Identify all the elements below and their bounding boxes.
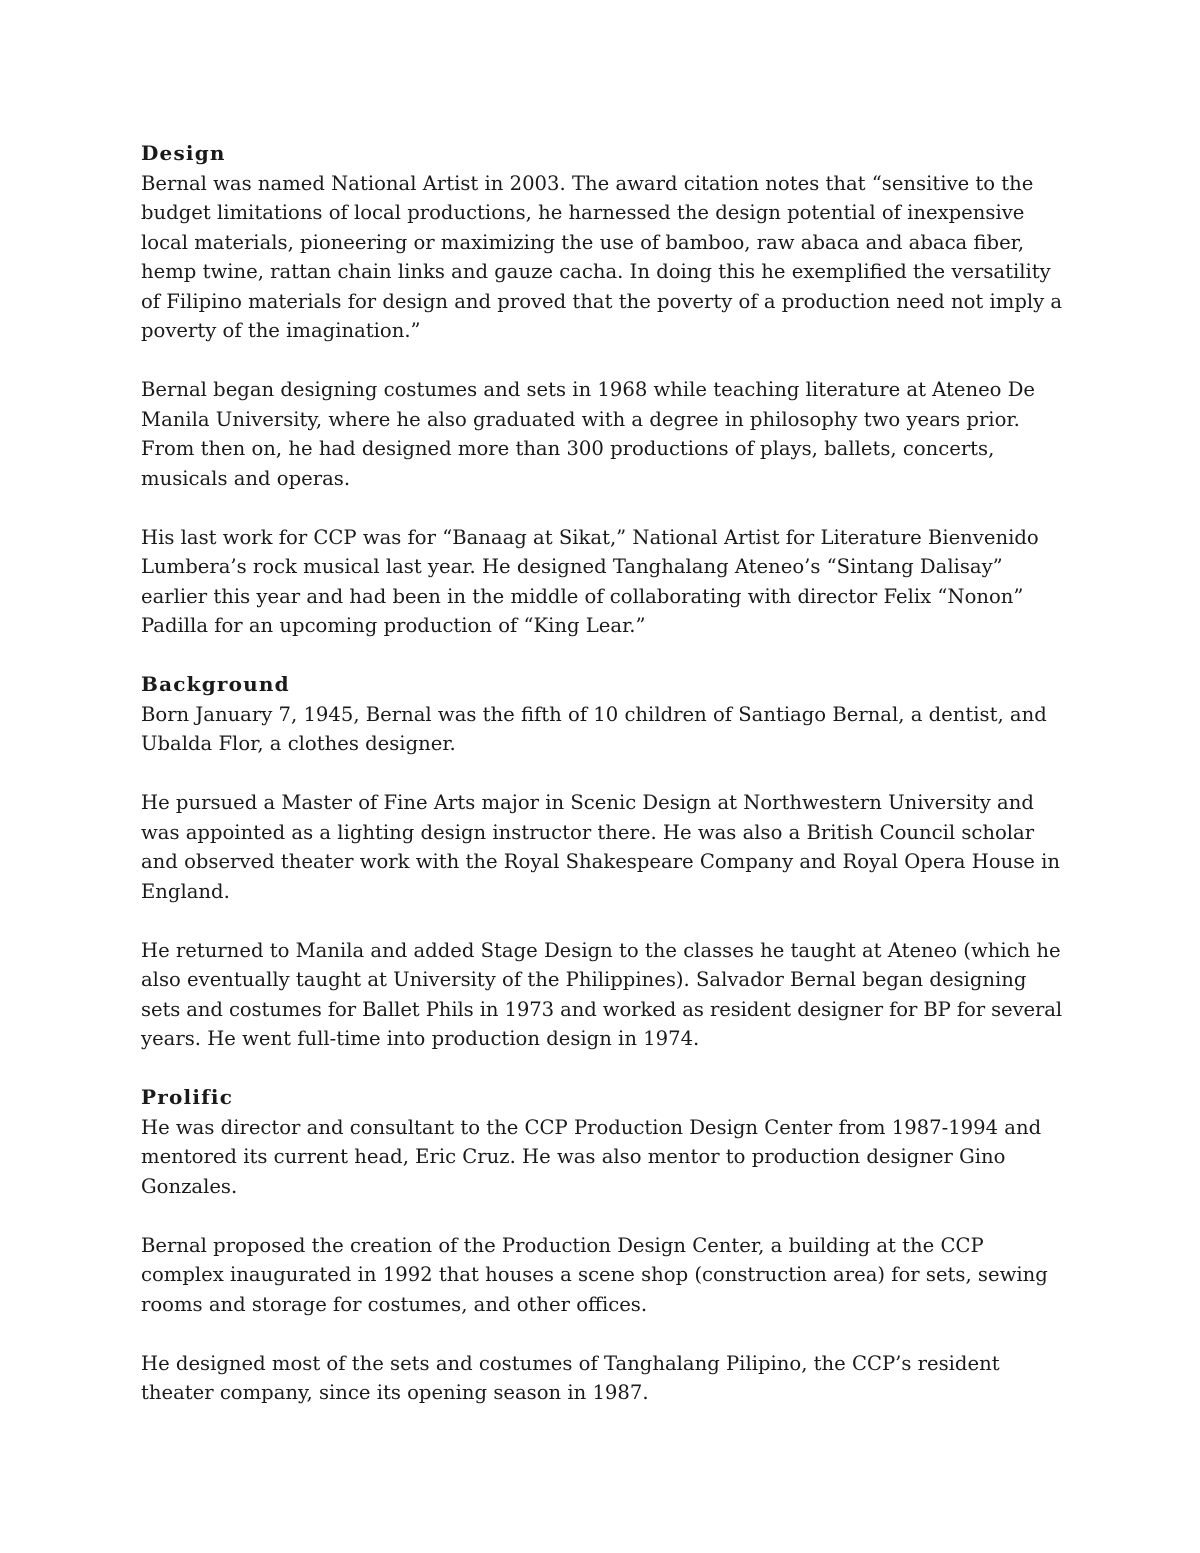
- section-heading-design: Design: [141, 141, 226, 165]
- text-line: rooms and storage for costumes, and other offices.: [141, 1292, 648, 1316]
- text-line: hemp twine, rattan chain links and gauze cacha. In doing this he exemplified the versatility: [141, 260, 1051, 283]
- text-line: earlier this year and had been in the middle of collaborating with director Felix “Nonon”: [141, 584, 1024, 608]
- paragraph-spacer: [141, 906, 1071, 936]
- text-line: Born January 7, 1945, Bernal was the fifth of 10 children of Santiago Bernal, a dentist, and: [141, 702, 1047, 726]
- text-line: Gonzales.: [141, 1174, 238, 1198]
- section-heading-prolific: Prolific: [141, 1085, 234, 1109]
- text-line: budget limitations of local productions, he harnessed the design potential of inexpensive: [141, 201, 1025, 224]
- text-line: and observed theater work with the Royal Shakespeare Company and Royal Opera House in: [141, 850, 1060, 873]
- text-line: Manila University, where he also graduated with a degree in philosophy two years prior.: [141, 407, 1020, 431]
- text-line: His last work for CCP was for “Banaag at Sikat,” National Artist for Literature Bienvenido: [141, 525, 1039, 549]
- paragraph-spacer: [141, 346, 1071, 376]
- text-line: Ubalda Flor, a clothes designer.: [141, 732, 456, 755]
- text-line: He designed most of the sets and costumes of Tanghalang Pilipino, the CCP’s resident: [141, 1351, 1000, 1375]
- paragraph-spacer: [141, 1319, 1071, 1349]
- section-spacer: [141, 1054, 1071, 1084]
- text-line: musicals and operas.: [141, 466, 351, 490]
- text-line: mentored its current head, Eric Cruz. He was also mentor to production designer Gino: [141, 1145, 1006, 1168]
- section-heading-background: Background: [141, 672, 290, 696]
- paragraph-spacer: [141, 493, 1071, 523]
- paragraph: [141, 700, 1071, 759]
- text-line: Bernal was named National Artist in 2003. The award citation notes that “sensitive to the: [141, 171, 1034, 195]
- text-line: From then on, he had designed more than 300 productions of plays, ballets, concerts,: [141, 437, 995, 460]
- text-line: years. He went full-time into production design in 1974.: [141, 1027, 700, 1050]
- text-line: complex inaugurated in 1992 that houses a scene shop (construction area) for sets, sewing: [141, 1263, 1048, 1286]
- paragraph: [141, 1231, 1071, 1320]
- text-line: He was director and consultant to the CCP Production Design Center from 1987-1994 and: [141, 1115, 1042, 1139]
- paragraph: [141, 523, 1071, 641]
- text-line: He returned to Manila and added Stage Design to the classes he taught at Ateneo (which he: [141, 938, 1061, 962]
- text-line: sets and costumes for Ballet Phils in 1973 and worked as resident designer for BP for several: [141, 997, 1063, 1021]
- text-line: Lumbera’s rock musical last year. He designed Tanghalang Ateneo’s “Sintang Dalisay”: [141, 555, 1003, 578]
- text-line: Padilla for an upcoming production of “King Lear.”: [141, 614, 646, 637]
- text-line: He pursued a Master of Fine Arts major in Scenic Design at Northwestern University and: [141, 791, 1034, 814]
- text-line: Bernal began designing costumes and sets in 1968 while teaching literature at Ateneo De: [141, 378, 1035, 401]
- text-line: local materials, pioneering or maximizing the use of bamboo, raw abaca and abaca fiber,: [141, 230, 1025, 254]
- paragraph: [141, 788, 1071, 906]
- paragraph-spacer: [141, 759, 1071, 789]
- paragraph: [141, 375, 1071, 493]
- text-line: also eventually taught at University of the Philippines). Salvador Bernal began designing: [141, 968, 1027, 991]
- paragraph: [141, 1349, 1071, 1408]
- text-line: of Filipino materials for design and proved that the poverty of a production need not imply a: [141, 289, 1063, 313]
- paragraph: [141, 936, 1071, 1054]
- document-page: [141, 139, 1071, 1408]
- text-line: England.: [141, 879, 230, 903]
- paragraph: [141, 1113, 1071, 1202]
- paragraph: [141, 169, 1071, 346]
- text-line: poverty of the imagination.”: [141, 319, 421, 342]
- text-line: theater company, since its opening season in 1987.: [141, 1381, 649, 1404]
- section-spacer: [141, 641, 1071, 671]
- paragraph-spacer: [141, 1201, 1071, 1231]
- text-line: was appointed as a lighting design instructor there. He was also a British Council scholar: [141, 820, 1035, 844]
- text-line: Bernal proposed the creation of the Production Design Center, a building at the CCP: [141, 1233, 984, 1257]
